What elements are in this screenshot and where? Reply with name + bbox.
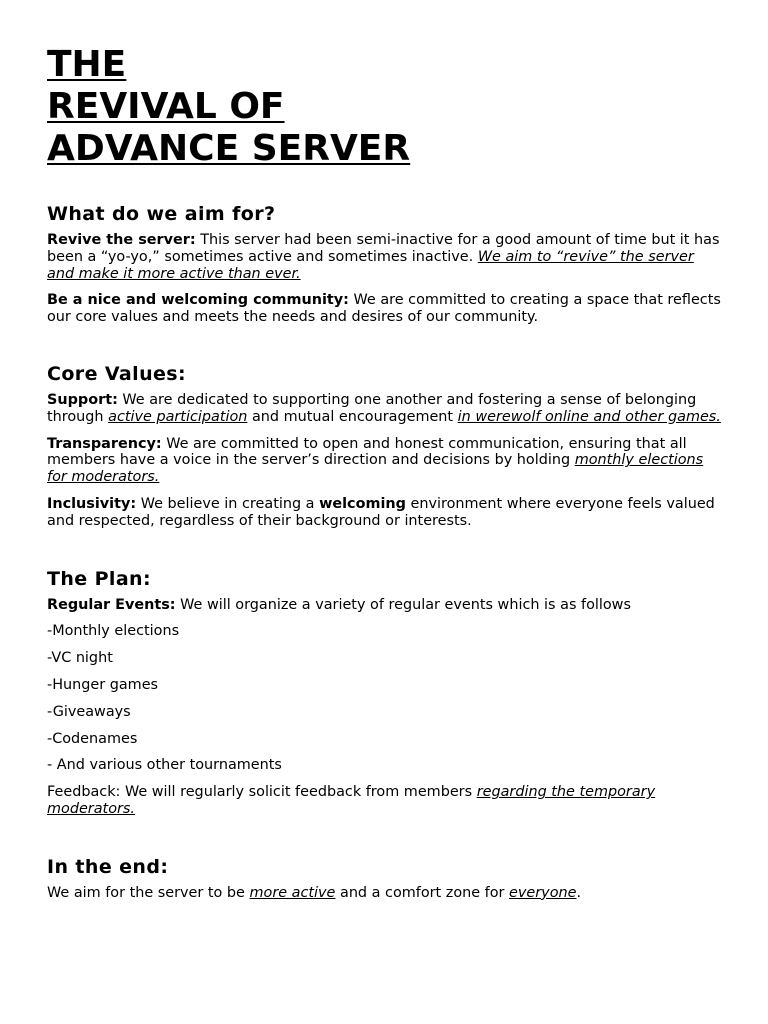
text-revive: This server had been semi-inactive for a good amount of time but it has been a “yo-yo,” sometimes active and sometimes inactive. (47, 232, 720, 265)
list-item: -Hunger games (47, 676, 159, 693)
title-line-3: ADVANCE SERVER (47, 128, 411, 169)
emphasis-support-2: in werewolf online and other games. (457, 408, 721, 425)
text-events: We will organize a variety of regular events which is as follows (175, 596, 631, 613)
document-page (47, 44, 723, 902)
text-feedback: Feedback: We will regularly solicit feedback from members (47, 784, 477, 801)
text-community: We are committed to creating a space that reflects our core values and meets the needs and desires of our community. (47, 292, 721, 326)
heading-end: In the end: (47, 855, 169, 878)
paragraph-revive (47, 232, 723, 282)
paragraph-transparency (47, 436, 723, 486)
paragraph-support (47, 392, 723, 426)
title-line-1: THE (47, 44, 127, 85)
paragraph-inclusivity (47, 496, 723, 530)
label-community: Be a nice and welcoming community: (47, 292, 349, 309)
label-inclusivity: Inclusivity: (47, 495, 137, 512)
emphasis-feedback: regarding the temporary moderators. (47, 784, 656, 817)
paragraph-community (47, 292, 723, 326)
text-inclusivity-1: We believe in creating a (136, 495, 320, 512)
heading-core-values: Core Values: (47, 362, 186, 385)
text-support-2: and mutual encouragement (247, 408, 458, 425)
list-item: -Giveaways (47, 703, 131, 720)
paragraph-feedback (47, 784, 723, 818)
emphasis-support-1: active participation (108, 408, 248, 425)
emphasis-revive: We aim to “revive” the server and make it more active than ever. (47, 248, 694, 282)
label-events: Regular Events: (47, 596, 176, 613)
paragraph-events (47, 597, 723, 614)
text-end-1: We aim for the server to be (47, 884, 250, 901)
document-title (47, 44, 723, 170)
list-item: -VC night (47, 650, 113, 667)
emphasis-end-2: everyone (509, 884, 577, 901)
heading-aim: What do we aim for? (47, 203, 276, 225)
text-end-3: . (576, 884, 582, 901)
list-item: -Codenames (47, 730, 138, 747)
emphasis-end-1: more active (249, 884, 336, 901)
bold-welcoming: welcoming (319, 495, 406, 512)
paragraph-end (47, 885, 723, 902)
list-item: -Monthly elections (47, 623, 180, 640)
label-support: Support: (47, 391, 118, 408)
title-line-2: REVIVAL OF (47, 86, 285, 127)
text-transparency: We are committed to open and honest communication, ensuring that all members have a voice in the server’s direction and decisions by holding (47, 435, 687, 469)
emphasis-transparency: monthly elections for moderators. (47, 452, 704, 486)
text-end-2: and a comfort zone for (335, 884, 510, 901)
heading-plan: The Plan: (47, 567, 151, 590)
list-item: - And various other tournaments (47, 757, 282, 774)
text-support-1: We are dedicated to supporting one another and fostering a sense of belonging through (47, 391, 697, 425)
label-transparency: Transparency: (47, 435, 162, 452)
label-revive: Revive the server: (47, 232, 196, 248)
text-inclusivity-2: environment where everyone feels valued and respected, regardless of their background or interests. (47, 495, 715, 529)
